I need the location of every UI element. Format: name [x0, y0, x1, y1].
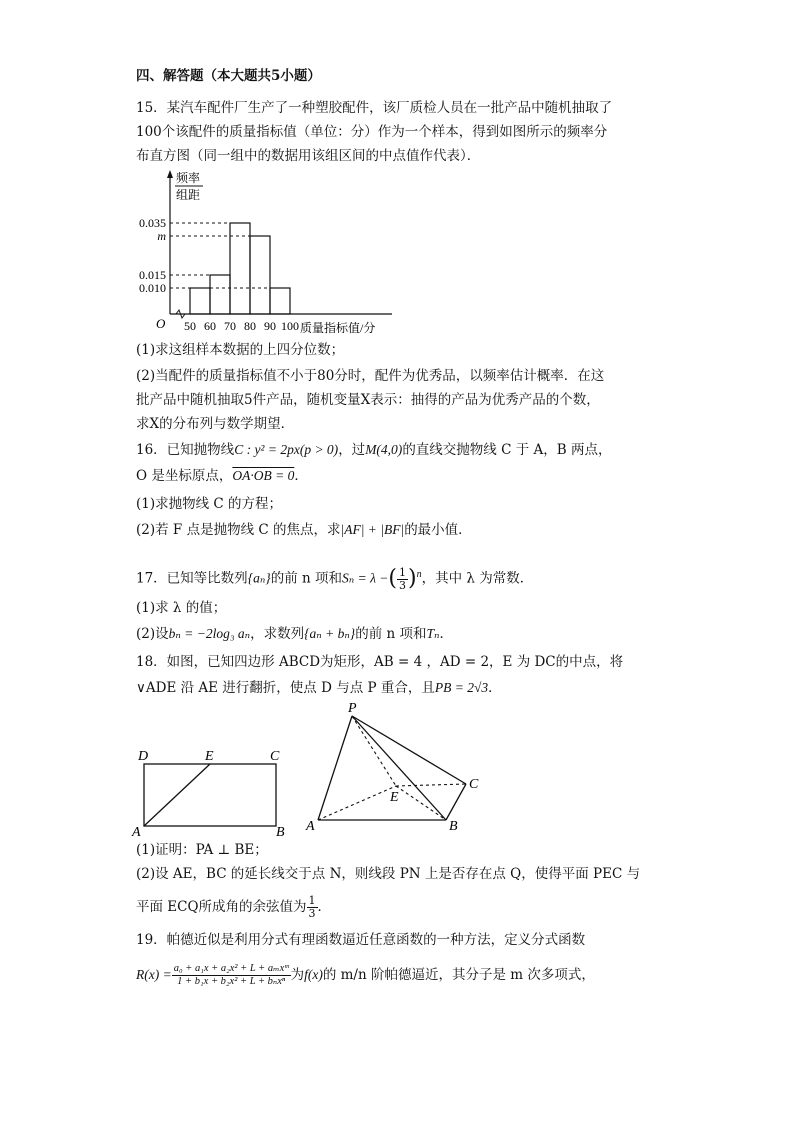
y-axis-arrow [167, 170, 173, 178]
q16-line-2 [136, 466, 308, 486]
y-label-bottom: 组距 [176, 188, 201, 202]
edge-ae-dashed [318, 786, 396, 820]
q17-s2-c: ，求数列 [250, 626, 305, 642]
q16-l1-a: 16．已知抛物线 [136, 442, 235, 458]
section-title: 四、解答题（本大题共5小题） [136, 68, 321, 84]
q17-tn: Tₙ [426, 626, 440, 641]
edge-bc [446, 784, 466, 820]
q19-l2-c: 的 m/n 阶帕德逼近，其分子是 m 次多项式， [322, 967, 595, 983]
q18-s2-c: ． [317, 899, 332, 915]
q17-paren-close: ) [408, 566, 417, 591]
histogram-bar [210, 275, 230, 314]
edge-ec-dashed [396, 784, 466, 786]
q16-sub-1: (1)求抛物线 C 的方程； [136, 496, 283, 512]
q17-paren-open: ( [388, 566, 398, 591]
edge-pe-dashed [352, 716, 396, 786]
q15-sub-2b: 批产品中随机抽取5件产品，随机变量X表示：抽得的产品为优秀产品的个数， [136, 392, 600, 408]
q19-line-1: 19．帕德近似是利用分式有理函数逼近任意函数的一种方法，定义分式函数 [136, 932, 586, 948]
q17-sum-formula: Sₙ = λ − [342, 570, 389, 586]
q17-bn-def: bₙ = −2log₃ aₙ [168, 626, 251, 641]
q19-formula-lhs: R(x) = [136, 967, 172, 982]
q17-fraction [397, 567, 408, 592]
q17-sequence: {aₙ} [247, 570, 271, 586]
q15-sub-2a: (2)当配件的质量指标值不小于80分时，配件为优秀品，以频率估计概率．在这 [136, 368, 605, 384]
q16-l1-c: ，过 [338, 442, 366, 458]
y-tick-label: 0.035 [139, 216, 166, 230]
q17-frac-num: 1 [399, 565, 407, 579]
edge-eb-dashed [396, 786, 446, 820]
x-tick-label: 70 [224, 319, 236, 333]
histogram-bar [250, 236, 270, 314]
q18-s2-b: 平面 ECQ所成角的余弦值为 [136, 899, 307, 915]
q18-sub-2b [136, 892, 331, 922]
q15-sub-2c: 求X的分布列与数学期望． [136, 416, 295, 432]
edge-pb [352, 716, 446, 820]
q17-l1-a: 17．已知等比数列 [136, 570, 248, 587]
q16-line-1 [136, 440, 611, 460]
q16-l1-e: 的直线交抛物线 C 于 A，B 两点， [402, 442, 612, 458]
folded-pyramid-figure [300, 698, 490, 838]
origin-label: O [156, 316, 166, 331]
q15-line-2: 100个该配件的质量指标值（单位：分）作为一个样本，得到如图所示的频率分 [136, 124, 608, 140]
x-tick-label: 50 [184, 319, 196, 333]
edge-pc [352, 716, 466, 784]
q16-l2-c: ． [294, 468, 308, 484]
q17-sub-1: (1)求 λ 的值； [136, 600, 227, 616]
q18-sub-1: (1)证明：PA ⊥ BE； [136, 842, 268, 858]
y-tick-label: m [157, 229, 166, 243]
q16-s2-a: (2)若 F 点是抛物线 C 的焦点，求 [136, 522, 341, 538]
q17-line-1 [136, 560, 533, 594]
edge-pa [318, 716, 352, 820]
q18-line-2 [136, 678, 502, 698]
frequency-histogram [130, 168, 400, 340]
label-p: P [348, 701, 357, 716]
q17-l1-c: 的前 n 项和 [270, 570, 342, 587]
y-label-top: 频率 [176, 171, 201, 185]
q18-pb-length: PB = 2√3 [434, 680, 489, 695]
label-a-right: A [306, 819, 315, 834]
histogram-bar [270, 288, 290, 314]
label-c-right: C [469, 777, 479, 792]
x-tick-label: 90 [264, 319, 276, 333]
q19-formula-num: a₀ + a₁x + a₂x² + L + aₘxᵐ [173, 963, 289, 974]
q15-line-3: 布直方图（同一组中的数据用该组区间的中点值作代表）． [136, 148, 481, 164]
segment-ae [144, 764, 210, 826]
y-tick-label: 0.010 [139, 281, 166, 295]
label-c: C [270, 749, 280, 764]
q19-formula-fraction [172, 963, 291, 988]
q15-sub-1: (1)求这组样本数据的上四分位数； [136, 342, 345, 358]
x-axis-label: 质量指标值/分 [300, 321, 376, 335]
q16-parabola-eq: C : y² = 2px(p > 0) [234, 442, 339, 457]
q19-line-2 [136, 958, 595, 992]
label-e: E [205, 749, 214, 764]
q18-l2-a: ∨ADE 沿 AE 进行翻折，使点 D 与点 P 重合，且 [136, 680, 435, 696]
x-tick-label: 80 [244, 319, 256, 333]
label-a: A [132, 825, 141, 840]
label-b: B [276, 825, 285, 840]
y-tick-label: 0.015 [139, 268, 166, 282]
histogram-bar [230, 223, 250, 314]
q16-s2-c: 的最小值． [404, 522, 472, 538]
q17-sub-2 [136, 624, 453, 644]
q17-frac-den: 3 [399, 578, 407, 592]
q18-l2-c: ． [488, 680, 502, 696]
q17-power: n [416, 569, 422, 580]
rectangle-figure [128, 740, 298, 840]
q17-seq-sum: {aₙ + bₙ} [304, 626, 356, 641]
q18-fraction [307, 895, 318, 920]
q16-point-m: M(4,0) [365, 442, 403, 457]
label-b-right: B [449, 819, 458, 834]
q19-formula-den: 1 + b₁x + b₂x² + L + bₙxⁿ [177, 976, 286, 987]
q16-l2-a: O 是坐标原点， [136, 468, 233, 484]
label-d: D [138, 749, 149, 764]
x-tick-label: 100 [281, 319, 299, 333]
q17-s2-a: (2)设 [136, 626, 169, 642]
q18-sub-2a: (2)设 AE，BC 的延长线交于点 N，则线段 PN 上是否存在点 Q，使得平面 PEC 与 [136, 866, 641, 882]
q17-s2-e: 的前 n 项和 [355, 626, 427, 642]
histogram-bar [190, 288, 210, 314]
q16-dot-product: OA·OB = 0 [232, 468, 295, 483]
q15-line-1: 15．某汽车配件厂生产了一种塑胶配件，该厂质检人员在一批产品中随机抽取了 [136, 100, 613, 116]
q18-frac-num: 1 [308, 894, 316, 907]
q16-sub-2 [136, 520, 472, 540]
q19-fx: f(x) [304, 967, 323, 982]
q18-frac-den: 3 [308, 907, 316, 920]
q17-s2-g: ． [439, 626, 453, 642]
q17-l1-e: ，其中 λ 为常数． [421, 570, 534, 587]
label-e-right: E [390, 790, 399, 805]
q16-abs-sum: |AF| + |BF| [340, 522, 405, 537]
q19-l2-a: 为 [290, 967, 305, 983]
rectangle-abcd [144, 764, 276, 826]
q18-line-1: 18．如图，已知四边形 ABCD为矩形，AB = 4 ，AD = 2，E 为 DC的中点，将 [136, 654, 624, 670]
x-tick-label: 60 [204, 319, 216, 333]
